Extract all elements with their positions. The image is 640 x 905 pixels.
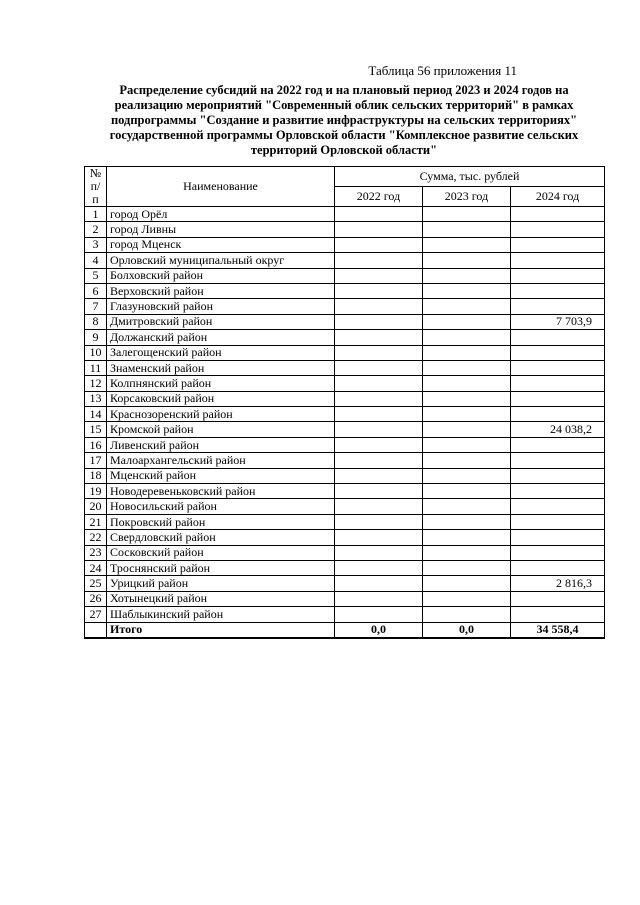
row-value-2024 — [511, 207, 605, 222]
row-name: Шаблыкинский район — [107, 607, 335, 622]
row-value-2024 — [511, 376, 605, 391]
row-value-2023 — [423, 514, 511, 529]
total-2024: 34 558,4 — [511, 622, 605, 638]
table-row — [85, 514, 605, 529]
row-number: 11 — [85, 360, 107, 375]
row-value-2024 — [511, 330, 605, 345]
row-value-2022 — [335, 314, 423, 329]
table-row — [85, 268, 605, 283]
row-value-2024 — [511, 222, 605, 237]
row-name: Краснозоренский район — [107, 407, 335, 422]
row-value-2022 — [335, 607, 423, 622]
row-value-2022 — [335, 283, 423, 298]
row-value-2022 — [335, 484, 423, 499]
row-value-2024 — [511, 283, 605, 298]
table-row — [85, 360, 605, 375]
row-value-2023 — [423, 560, 511, 575]
row-value-2022 — [335, 299, 423, 314]
row-name: Ливенский район — [107, 437, 335, 452]
table-row — [85, 591, 605, 606]
total-row — [85, 622, 605, 638]
row-value-2023 — [423, 591, 511, 606]
row-value-2022 — [335, 591, 423, 606]
row-number: 2 — [85, 222, 107, 237]
table-row — [85, 576, 605, 591]
row-name: Корсаковский район — [107, 391, 335, 406]
row-number: 4 — [85, 253, 107, 268]
column-header-number: № п/п — [85, 167, 107, 207]
table-row — [85, 207, 605, 222]
table-row — [85, 437, 605, 452]
row-value-2024: 2 816,3 — [511, 576, 605, 591]
row-value-2024 — [511, 360, 605, 375]
table-body — [85, 207, 605, 623]
row-value-2024 — [511, 345, 605, 360]
table-row — [85, 422, 605, 437]
row-value-2024 — [511, 237, 605, 252]
row-value-2022 — [335, 237, 423, 252]
row-value-2023 — [423, 499, 511, 514]
row-value-2022 — [335, 207, 423, 222]
table-row — [85, 484, 605, 499]
row-number: 22 — [85, 530, 107, 545]
row-number: 23 — [85, 545, 107, 560]
table-row — [85, 560, 605, 575]
row-number: 16 — [85, 437, 107, 452]
table-row — [85, 391, 605, 406]
row-name: Малоархангельский район — [107, 453, 335, 468]
row-value-2023 — [423, 314, 511, 329]
document-title: Распределение субсидий на 2022 год и на плановый период 2023 и 2024 годов на реализацию мероприятий "Современный облик сельских территорий" в рамках подпрограммы "Создание и развитие инфраструктуры на сельских территориях" государственной программы Орловской области "Комплексное развитие сельских территорий Орловской области" — [109, 83, 579, 157]
row-number: 25 — [85, 576, 107, 591]
row-name: город Мценск — [107, 237, 335, 252]
row-value-2023 — [423, 268, 511, 283]
row-value-2024 — [511, 499, 605, 514]
table-row — [85, 499, 605, 514]
row-value-2024 — [511, 468, 605, 483]
row-value-2023 — [423, 576, 511, 591]
row-value-2024: 24 038,2 — [511, 422, 605, 437]
row-name: город Ливны — [107, 222, 335, 237]
row-value-2024 — [511, 484, 605, 499]
row-number: 12 — [85, 376, 107, 391]
row-name: Должанский район — [107, 330, 335, 345]
row-number: 24 — [85, 560, 107, 575]
row-value-2023 — [423, 484, 511, 499]
row-name: Кромской район — [107, 422, 335, 437]
table-row — [85, 545, 605, 560]
row-value-2024 — [511, 391, 605, 406]
table-caption: Таблица 56 приложения 11 — [368, 63, 517, 78]
row-value-2022 — [335, 437, 423, 452]
row-value-2024 — [511, 268, 605, 283]
row-value-2024 — [511, 591, 605, 606]
row-value-2022 — [335, 514, 423, 529]
column-header-2022: 2022 год — [335, 187, 423, 207]
row-name: Болховский район — [107, 268, 335, 283]
table-row — [85, 468, 605, 483]
row-number: 10 — [85, 345, 107, 360]
row-name: Глазуновский район — [107, 299, 335, 314]
row-value-2023 — [423, 237, 511, 252]
row-value-2022 — [335, 268, 423, 283]
row-name: Новосильский район — [107, 499, 335, 514]
row-value-2022 — [335, 222, 423, 237]
row-value-2022 — [335, 576, 423, 591]
row-value-2023 — [423, 222, 511, 237]
row-value-2022 — [335, 376, 423, 391]
table-row — [85, 407, 605, 422]
column-header-2024: 2024 год — [511, 187, 605, 207]
row-value-2024 — [511, 607, 605, 622]
total-label: Итого — [107, 622, 335, 638]
row-value-2022 — [335, 330, 423, 345]
row-value-2023 — [423, 545, 511, 560]
table-row — [85, 607, 605, 622]
table-row — [85, 330, 605, 345]
row-name: Покровский район — [107, 514, 335, 529]
row-name: Колпнянский район — [107, 376, 335, 391]
row-value-2022 — [335, 499, 423, 514]
row-value-2022 — [335, 545, 423, 560]
row-name: Свердловский район — [107, 530, 335, 545]
table-row — [85, 253, 605, 268]
row-name: Сосковский район — [107, 545, 335, 560]
row-number: 5 — [85, 268, 107, 283]
row-value-2022 — [335, 360, 423, 375]
row-number: 20 — [85, 499, 107, 514]
row-value-2023 — [423, 407, 511, 422]
row-value-2023 — [423, 437, 511, 452]
row-value-2023 — [423, 330, 511, 345]
row-value-2024 — [511, 530, 605, 545]
row-number: 6 — [85, 283, 107, 298]
row-number: 7 — [85, 299, 107, 314]
total-2022: 0,0 — [335, 622, 423, 638]
row-value-2023 — [423, 299, 511, 314]
row-value-2023 — [423, 207, 511, 222]
row-value-2024: 7 703,9 — [511, 314, 605, 329]
table-row — [85, 314, 605, 329]
row-value-2024 — [511, 545, 605, 560]
table-row — [85, 222, 605, 237]
table-row — [85, 376, 605, 391]
column-header-sum: Сумма, тыс. рублей — [335, 167, 605, 187]
row-value-2023 — [423, 283, 511, 298]
table-row — [85, 453, 605, 468]
row-name: Залегощенский район — [107, 345, 335, 360]
row-name: Верховский район — [107, 283, 335, 298]
table-row — [85, 345, 605, 360]
table-row — [85, 237, 605, 252]
row-name: Дмитровский район — [107, 314, 335, 329]
row-number: 8 — [85, 314, 107, 329]
row-number: 13 — [85, 391, 107, 406]
row-value-2022 — [335, 422, 423, 437]
row-number: 1 — [85, 207, 107, 222]
row-value-2024 — [511, 514, 605, 529]
row-value-2022 — [335, 530, 423, 545]
row-value-2024 — [511, 560, 605, 575]
row-value-2024 — [511, 407, 605, 422]
row-value-2023 — [423, 607, 511, 622]
row-number: 15 — [85, 422, 107, 437]
row-name: Знаменский район — [107, 360, 335, 375]
row-name: Урицкий район — [107, 576, 335, 591]
table-row — [85, 283, 605, 298]
row-number: 21 — [85, 514, 107, 529]
row-number: 3 — [85, 237, 107, 252]
row-name: Новодеревеньковский район — [107, 484, 335, 499]
row-value-2022 — [335, 453, 423, 468]
row-value-2023 — [423, 468, 511, 483]
row-number: 14 — [85, 407, 107, 422]
table-row — [85, 530, 605, 545]
row-value-2024 — [511, 299, 605, 314]
row-value-2023 — [423, 453, 511, 468]
row-value-2023 — [423, 391, 511, 406]
table-row — [85, 299, 605, 314]
row-value-2022 — [335, 560, 423, 575]
row-value-2022 — [335, 253, 423, 268]
row-name: город Орёл — [107, 207, 335, 222]
row-name: Мценский район — [107, 468, 335, 483]
row-value-2024 — [511, 253, 605, 268]
row-number: 18 — [85, 468, 107, 483]
row-value-2023 — [423, 253, 511, 268]
row-value-2024 — [511, 437, 605, 452]
subsidy-table — [84, 166, 605, 639]
row-value-2024 — [511, 453, 605, 468]
total-2023: 0,0 — [423, 622, 511, 638]
row-value-2023 — [423, 422, 511, 437]
row-value-2023 — [423, 345, 511, 360]
row-value-2022 — [335, 407, 423, 422]
row-value-2022 — [335, 345, 423, 360]
row-number: 27 — [85, 607, 107, 622]
row-value-2023 — [423, 376, 511, 391]
row-number: 9 — [85, 330, 107, 345]
row-value-2022 — [335, 391, 423, 406]
row-number: 26 — [85, 591, 107, 606]
row-value-2023 — [423, 360, 511, 375]
column-header-name: Наименование — [107, 167, 335, 207]
total-number-cell — [85, 622, 107, 638]
row-value-2022 — [335, 468, 423, 483]
row-name: Орловский муниципальный округ — [107, 253, 335, 268]
column-header-2023: 2023 год — [423, 187, 511, 207]
row-value-2023 — [423, 530, 511, 545]
row-number: 17 — [85, 453, 107, 468]
row-name: Троснянский район — [107, 560, 335, 575]
row-name: Хотынецкий район — [107, 591, 335, 606]
row-number: 19 — [85, 484, 107, 499]
